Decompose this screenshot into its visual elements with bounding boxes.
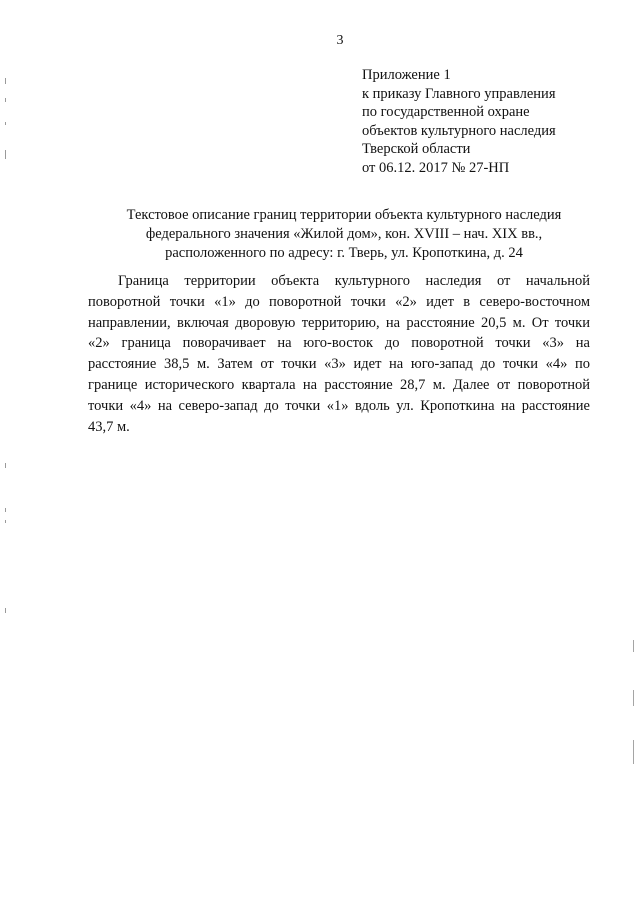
paragraph-line: направлении, включая дворовую территорию, на расстояние 20,5 м. От точки xyxy=(88,314,590,331)
title-line: федерального значения «Жилой дом», кон. XVIII – нач. XIX вв., xyxy=(145,226,543,242)
appendix-line: Приложение 1 xyxy=(362,67,451,83)
appendix-line: по государственной охране xyxy=(362,104,530,121)
paragraph-line: расстояние 38,5 м. Затем от точки «3» идет на юго-запад до точки «4» по xyxy=(88,356,590,373)
paragraph-line: «2» граница поворачивает на юго-восток до поворотной точки «3» на xyxy=(88,335,590,352)
appendix-header xyxy=(362,66,622,178)
appendix-line: Тверской области xyxy=(362,141,471,158)
left-scan-margin-marks xyxy=(5,0,9,905)
document-title xyxy=(100,206,588,263)
right-scan-margin-marks xyxy=(633,0,636,905)
appendix-line: объектов культурного наследия xyxy=(362,122,556,139)
paragraph-line: границе исторического квартала на расстояние 28,7 м. Далее от поворотной xyxy=(88,376,590,393)
title-line: Текстовое описание границ территории объекта культурного наследия xyxy=(126,207,562,223)
paragraph-line: 43,7 м. xyxy=(88,418,130,435)
paragraph-line: точки «4» на северо-запад до точки «1» вдоль ул. Кропоткина на расстояние xyxy=(88,397,590,414)
page-number: 3 xyxy=(336,33,344,48)
boundary-description-paragraph xyxy=(88,271,590,437)
paragraph-line: Граница территории объекта культурного наследия от начальной xyxy=(118,273,590,289)
paragraph-line: поворотной точки «1» до поворотной точки «2» идет в северо-восточном xyxy=(88,293,590,310)
appendix-line: от 06.12. 2017 № 27-НП xyxy=(362,159,510,176)
title-line: расположенного по адресу: г. Тверь, ул. Кропоткина, д. 24 xyxy=(165,245,523,261)
appendix-line: к приказу Главного управления xyxy=(362,85,556,102)
